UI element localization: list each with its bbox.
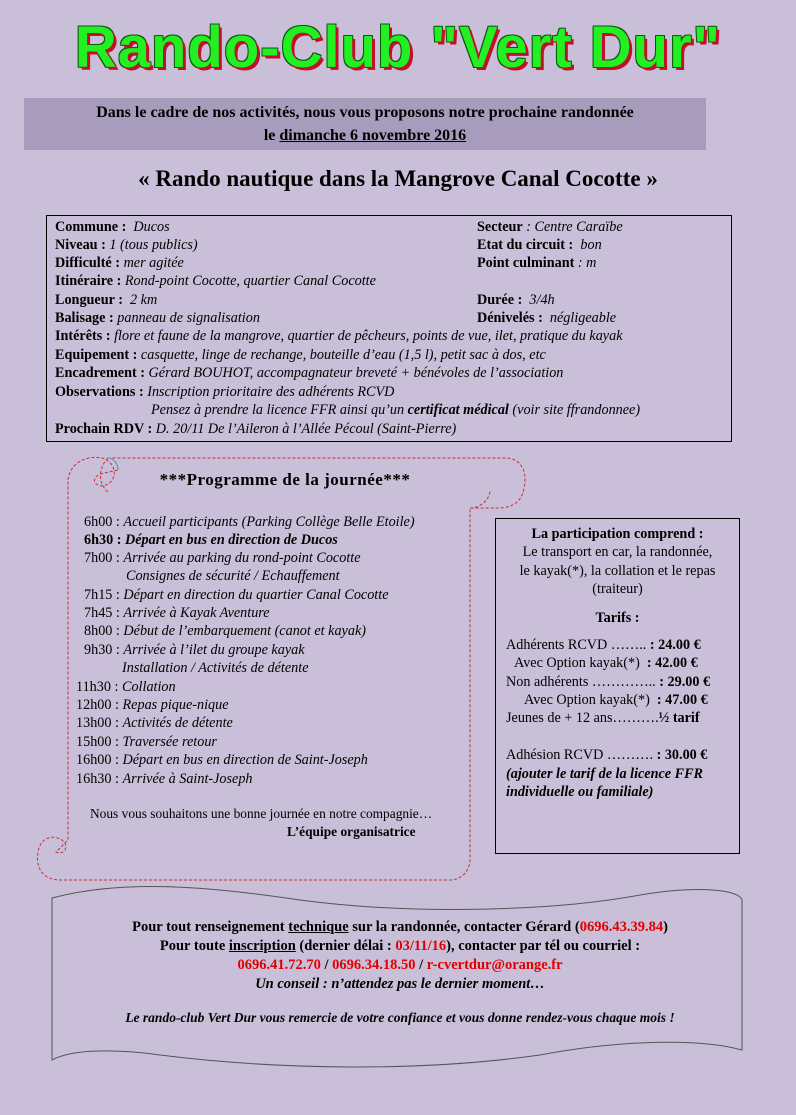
programme-item: 16h00 : Départ en bus en direction de Saint-Joseph <box>76 752 368 768</box>
separator: / <box>320 957 333 973</box>
programme-item: 12h00 : Repas pique-nique <box>76 697 229 713</box>
programme-title: ***Programme de la journée*** <box>159 470 411 489</box>
price-row <box>514 654 698 672</box>
adhesion-row <box>506 746 707 764</box>
item-text: Arrivée au parking du rond-point Cocotte <box>123 550 361 566</box>
phone-1[interactable]: 0696.41.72.70 <box>237 957 321 973</box>
encadrement-label: Encadrement : <box>55 365 145 381</box>
club-title: Rando-Club "Vert Dur" <box>74 15 722 80</box>
item-time: 6h00 <box>84 514 113 530</box>
programme-item: 7h00 : Arrivée au parking du rond-point Cocotte <box>84 550 361 566</box>
item-time: 15h00 <box>76 734 112 750</box>
interets-label: Intérêts : <box>55 328 111 344</box>
info-itineraire <box>55 272 376 290</box>
footer-underlined: technique <box>288 919 349 935</box>
item-time: 6h30 <box>84 532 114 548</box>
footer-line-3 <box>50 956 750 975</box>
price-label: Non adhérents ………….. <box>506 674 656 690</box>
footer-text: ), contacter par tél ou courriel : <box>446 938 641 954</box>
programme-signature: L’équipe organisatrice <box>287 824 416 839</box>
tarifs-heading: Tarifs : <box>595 609 640 626</box>
item-text: Accueil participants (Parking Collège Belle Etoile) <box>123 514 415 530</box>
price-value: : 29.00 € <box>659 674 711 690</box>
info-point-culminant <box>477 254 596 272</box>
adhesion-value: : 30.00 € <box>656 747 708 763</box>
obs2-prefix: Pensez à prendre la licence FFR ainsi qu’un <box>151 402 408 418</box>
phone-2[interactable]: 0696.34.18.50 <box>332 957 416 973</box>
price-value: : 42.00 € <box>646 655 698 671</box>
intro-line-2 <box>24 124 706 147</box>
info-secteur <box>477 218 623 236</box>
hike-date: dimanche 6 novembre 2016 <box>279 127 467 144</box>
obs2-bold: certificat médical <box>407 402 509 418</box>
encadrement-value: Gérard BOUHOT, accompagnateur breveté + bénévoles de l’association <box>148 365 564 381</box>
info-difficulte <box>55 254 184 272</box>
price-row <box>524 691 708 709</box>
programme-item <box>126 568 340 585</box>
item-time: 16h00 <box>76 752 112 768</box>
longueur-value: 2 km <box>130 292 158 308</box>
duree-value: 3/4h <box>529 292 555 308</box>
item-text: Traversée retour <box>122 734 217 750</box>
price-label: Avec Option kayak(*) <box>514 655 640 671</box>
programme-item: 13h00 : Activités de détente <box>76 715 233 731</box>
longueur-label: Longueur : <box>55 292 123 308</box>
intro-line-1: Dans le cadre de nos activités, nous vous proposons notre prochaine randonnée <box>96 104 634 121</box>
difficulte-value: mer agitée <box>123 255 184 271</box>
item-time: 13h00 <box>76 715 112 731</box>
info-longueur <box>55 291 157 309</box>
info-rdv <box>55 420 456 438</box>
price-row <box>506 636 701 654</box>
item-text: Départ en bus en direction de Ducos <box>125 532 338 548</box>
email-link[interactable]: r-cvertdur@orange.fr <box>426 957 563 973</box>
hike-info-box <box>46 215 732 442</box>
info-niveau <box>55 236 198 254</box>
info-balisage <box>55 309 260 327</box>
info-encadrement <box>55 364 563 382</box>
footer-line-1 <box>50 918 750 937</box>
price-value: : 47.00 € <box>656 692 708 708</box>
itineraire-value: Rond-point Cocotte, quartier Canal Cocotte <box>124 273 376 289</box>
rdv-label: Prochain RDV : <box>55 421 153 437</box>
programme-item: 11h30 : Collation <box>76 679 176 695</box>
programme-closing: Nous vous souhaitons une bonne journée en notre compagnie… <box>90 806 433 821</box>
hike-title: « Rando nautique dans la Mangrove Canal Cocotte » <box>138 166 658 191</box>
equipement-value: casquette, linge de rechange, bouteille d’eau (1,5 l), petit sac à dos, etc <box>140 347 546 363</box>
price-value: ½ tarif <box>658 710 700 726</box>
participation-box <box>495 518 740 854</box>
programme-item: 6h30 : Départ en bus en direction de Ducos <box>84 532 338 548</box>
etat-label: Etat du circuit : <box>477 237 574 253</box>
secteur-label: Secteur <box>477 219 523 235</box>
adhesion-label: Adhésion RCVD ………. <box>506 747 654 763</box>
denivele-label: Dénivelés : <box>477 310 543 326</box>
item-time: 12h00 <box>76 697 112 713</box>
info-observations-2 <box>151 401 640 419</box>
item-text: Arrivée à l’ilet du groupe kayak <box>123 642 305 658</box>
info-denivele <box>477 309 616 327</box>
intro-banner <box>24 98 706 150</box>
point-label: Point culminant <box>477 255 575 271</box>
item-time: 7h45 <box>84 605 113 621</box>
denivele-value: négligeable <box>549 310 617 326</box>
item-text: Départ en direction du quartier Canal Cocotte <box>123 587 389 603</box>
participation-line-1: Le transport en car, la randonnée, <box>522 544 713 561</box>
footer-text: (dernier délai : <box>295 938 396 954</box>
programme-item: 9h30 : Arrivée à l’ilet du groupe kayak <box>84 642 305 658</box>
item-text: Début de l’embarquement (canot et kayak) <box>123 623 366 639</box>
separator: / <box>415 957 427 973</box>
commune-label: Commune : <box>55 219 127 235</box>
interets-value: flore et faune de la mangrove, quartier de pêcheurs, points de vue, ilet, pratique du kayak <box>114 328 623 344</box>
point-value: : m <box>577 255 597 271</box>
footer-advice: Un conseil : n’attendez pas le dernier moment… <box>255 976 545 992</box>
price-label: Avec Option kayak(*) <box>524 692 650 708</box>
registration-deadline: 03/11/16 <box>395 938 447 954</box>
price-label: Adhérents RCVD …….. <box>506 637 647 653</box>
item-time: 9h30 <box>84 642 113 658</box>
technical-phone: 0696.43.39.84 <box>579 919 664 935</box>
info-commune <box>55 218 170 236</box>
licence-note: (ajouter le tarif de la licence FFR individuelle ou familiale) <box>506 766 704 801</box>
item-text: Consignes de sécurité / Echauffement <box>126 568 340 584</box>
obs2-suffix: (voir site ffrandonnee) <box>508 402 641 418</box>
programme-item: 8h00 : Début de l’embarquement (canot et kayak) <box>84 623 366 639</box>
footer-text: ) <box>663 919 668 935</box>
item-text: Arrivée à Saint-Joseph <box>122 771 253 787</box>
item-text: Collation <box>122 679 176 695</box>
observations-label: Observations : <box>55 384 144 400</box>
balisage-value: panneau de signalisation <box>117 310 260 326</box>
item-time: 11h30 <box>76 679 111 695</box>
item-time: 7h00 <box>84 550 113 566</box>
programme-item <box>122 660 309 677</box>
price-row <box>506 673 710 691</box>
footer-text: Pour tout renseignement <box>132 919 289 935</box>
itineraire-label: Itinéraire : <box>55 273 122 289</box>
info-observations <box>55 383 394 401</box>
item-time: 8h00 <box>84 623 113 639</box>
rdv-value: D. 20/11 De l’Aileron à l’Allée Pécoul (Saint-Pierre) <box>155 421 457 437</box>
item-text: Départ en bus en direction de Saint-Joseph <box>122 752 368 768</box>
price-value: : 24.00 € <box>649 637 701 653</box>
item-text: Installation / Activités de détente <box>122 660 309 676</box>
info-etat <box>477 236 602 254</box>
item-text: Repas pique-nique <box>122 697 229 713</box>
niveau-label: Niveau : <box>55 237 106 253</box>
footer-contact <box>50 918 750 1027</box>
footer-text: Pour toute <box>159 938 229 954</box>
programme-item: 16h30 : Arrivée à Saint-Joseph <box>76 771 253 787</box>
participation-heading: La participation comprend : <box>531 526 704 542</box>
item-time: 7h15 <box>84 587 113 603</box>
price-row <box>506 709 700 727</box>
programme-item: 6h00 : Accueil participants (Parking Collège Belle Etoile) <box>84 514 415 530</box>
commune-value: Ducos <box>133 219 170 235</box>
niveau-value: 1 (tous publics) <box>109 237 198 253</box>
footer-underlined: inscription <box>228 938 296 954</box>
intro-prefix: le <box>263 127 280 144</box>
equipement-label: Equipement : <box>55 347 138 363</box>
price-label: Jeunes de + 12 ans………. <box>506 710 659 726</box>
info-equipement <box>55 346 546 364</box>
item-time: 16h30 <box>76 771 112 787</box>
programme-item: 15h00 : Traversée retour <box>76 734 217 750</box>
etat-value: bon <box>580 237 602 253</box>
duree-label: Durée : <box>477 292 523 308</box>
info-duree <box>477 291 555 309</box>
footer-text: sur la randonnée, contacter Gérard ( <box>348 919 580 935</box>
participation-line-2: le kayak(*), la collation et le repas <box>519 562 716 579</box>
footer-line-2 <box>50 937 750 956</box>
info-interets <box>55 327 623 345</box>
footer-thanks: Le rando-club Vert Dur vous remercie de votre confiance et vous donne rendez-vous chaque mois ! <box>125 1010 675 1025</box>
observations-value: Inscription prioritaire des adhérents RCVD <box>147 384 395 400</box>
item-text: Arrivée à Kayak Aventure <box>123 605 270 621</box>
difficulte-label: Difficulté : <box>55 255 121 271</box>
participation-line-3: (traiteur) <box>592 581 643 598</box>
secteur-value: : Centre Caraïbe <box>526 219 623 235</box>
balisage-label: Balisage : <box>55 310 114 326</box>
programme-item: 7h45 : Arrivée à Kayak Aventure <box>84 605 270 621</box>
item-text: Activités de détente <box>122 715 233 731</box>
programme-item: 7h15 : Départ en direction du quartier Canal Cocotte <box>84 587 389 603</box>
